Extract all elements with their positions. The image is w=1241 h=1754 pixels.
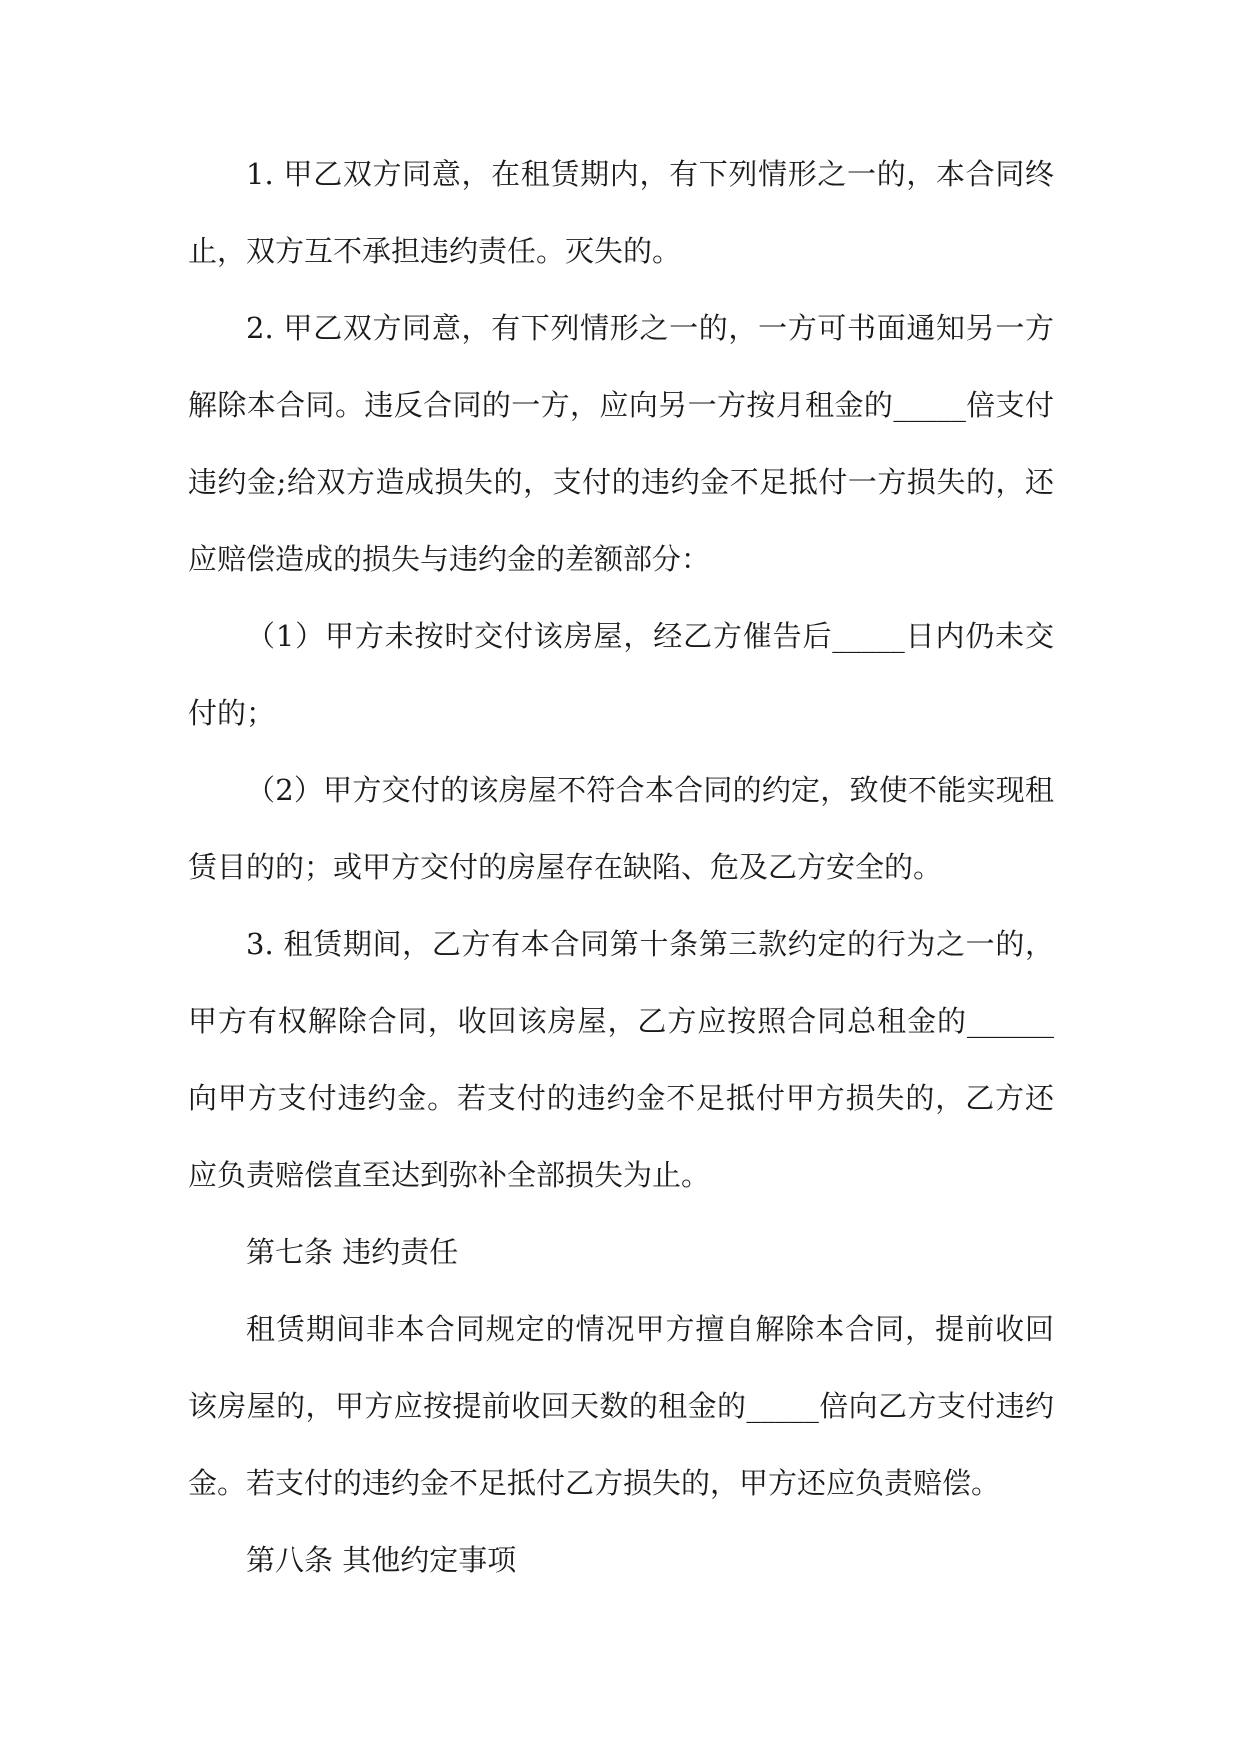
clause-2-paragraph: 2. 甲乙双方同意，有下列情形之一的，一方可书面通知另一方解除本合同。违反合同的一方，应向另一方按月租金的_____倍支付违约金;给双方造成损失的，支付的违约金不足抵付一方损失的，还应赔偿造成的损失与违约金的差额部分： <box>188 311 1054 576</box>
article-8-heading: 第八条 其他约定事项 <box>246 1543 517 1577</box>
article-7-paragraph: 租赁期间非本合同规定的情况甲方擅自解除本合同，提前收回该房屋的，甲方应按提前收回天数的租金的_____倍向乙方支付违约金。若支付的违约金不足抵付乙方损失的，甲方还应负责赔偿。 <box>188 1312 1054 1500</box>
clause-3-paragraph: 3. 租赁期间，乙方有本合同第十条第三款约定的行为之一的，甲方有权解除合同，收回该房屋，乙方应按照合同总租金的______向甲方支付违约金。若支付的违约金不足抵付甲方损失的，乙方还应负责赔偿直至达到弥补全部损失为止。 <box>188 927 1054 1192</box>
clause-2-item-1: （1）甲方未按时交付该房屋，经乙方催告后_____日内仍未交付的； <box>188 619 1054 730</box>
clause-1-paragraph: 1. 甲乙双方同意，在租赁期内，有下列情形之一的，本合同终止，双方互不承担违约责任。灭失的。 <box>188 157 1054 268</box>
document-body <box>188 136 1054 1599</box>
clause-2-item-2: （2）甲方交付的该房屋不符合本合同的约定，致使不能实现租赁目的的；或甲方交付的房屋存在缺陷、危及乙方安全的。 <box>188 773 1054 884</box>
article-7-heading: 第七条 违约责任 <box>246 1235 459 1269</box>
